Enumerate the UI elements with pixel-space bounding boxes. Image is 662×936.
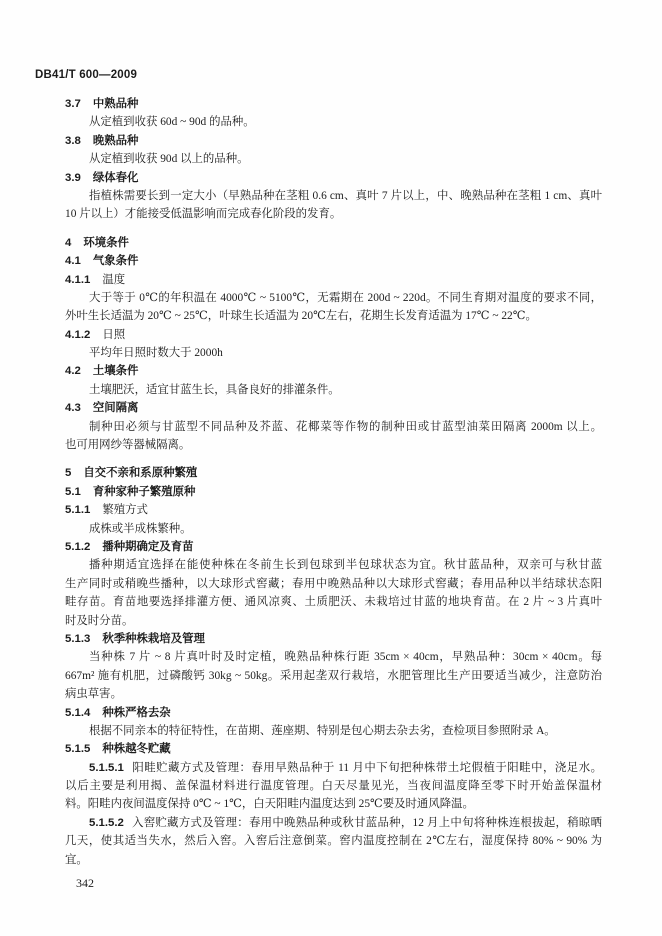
- clause-4-heading: [65, 234, 602, 252]
- clause-title: 自交不亲和系原种繁殖: [83, 467, 198, 480]
- text-line: 播种期适宜选择在能使种株在冬前生长到包球到半包球状态为宜。秋甘蓝品种，双亲可与秋甘蓝: [89, 559, 602, 572]
- text-run: 入窖贮藏方式及管理：春用中晚熟品种或秋甘蓝品种，12 月上中旬将种株连根拔起，稍晾晒: [131, 816, 602, 829]
- text-line: 料。阳畦内夜间温度保持 0℃ ~ 1℃，白天阳畦内温度达到 25℃要及时通风降温。: [65, 798, 474, 811]
- text-line: 几天，使其适当失水，然后入窖。入窖后注意倒菜。窖内温度控制在 2℃左右，湿度保持 80% ~ 90% 为: [65, 835, 602, 848]
- text-line: 时及时分苗。: [65, 614, 134, 627]
- clause-title: 中熟品种: [92, 98, 139, 110]
- clause-title: 气象条件: [92, 255, 139, 268]
- clause-title: 空间隔离: [92, 402, 139, 415]
- clause-5-1-3-heading: [65, 630, 602, 648]
- clause-number: 3.7: [65, 98, 81, 110]
- clause-4-1-1-text: [65, 289, 602, 326]
- document-body: [65, 95, 602, 869]
- clause-number: 3.9: [65, 171, 81, 184]
- standard-code-header: DB41/T 600—2009: [35, 69, 138, 81]
- clause-5-1-3-text: [65, 648, 602, 703]
- page-number: 342: [76, 876, 94, 890]
- clause-5-1-5-heading: [65, 740, 602, 758]
- clause-title: 温度: [102, 273, 126, 286]
- clause-3-7-heading: [65, 95, 602, 113]
- clause-3-8-text: [65, 150, 602, 168]
- text-line: 从定植到收获 90d 以上的品种。: [89, 153, 249, 166]
- clause-4-1-heading: [65, 252, 602, 270]
- clause-number: 5.1.1: [65, 504, 91, 517]
- clause-5-1-5-1-text: [65, 759, 602, 814]
- clause-number: 4.1.1: [65, 273, 91, 286]
- clause-number: 5.1.5.1: [89, 761, 124, 774]
- clause-number: 4.1.2: [65, 328, 91, 341]
- clause-number: 4.2: [65, 365, 81, 378]
- clause-4-2-text: [65, 381, 602, 399]
- text-line: 制种田必须与甘蓝型不同品种及芥蓝、花椰菜等作物的制种田或甘蓝型油菜田隔离 2000m 以上。: [89, 420, 602, 433]
- clause-5-1-4-text: [65, 722, 602, 740]
- clause-number: 5.1.4: [65, 706, 91, 719]
- clause-5-1-5-2-text: [65, 814, 602, 869]
- clause-title: 育种家种子繁殖原种: [92, 485, 196, 498]
- text-line: [65, 814, 602, 832]
- clause-5-1-4-heading: [65, 704, 602, 722]
- clause-number: 3.8: [65, 134, 81, 147]
- clause-4-1-2-heading: [65, 326, 602, 344]
- clause-4-1-2-text: [65, 344, 602, 362]
- clause-5-1-2-text: [65, 556, 602, 630]
- text-line: 土壤肥沃，适宜甘蓝生长，具备良好的排灌条件。: [89, 383, 340, 396]
- clause-3-8-heading: [65, 132, 602, 150]
- text-line: 病虫草害。: [65, 688, 122, 701]
- clause-number: 5.1: [65, 485, 81, 498]
- text-line: 大于等于 0℃的年积温在 4000℃ ~ 5100℃，无霜期在 200d ~ 220d。不同生育期对温度的要求不同，: [89, 291, 602, 304]
- clause-5-1-heading: [65, 483, 602, 501]
- clause-5-heading: [65, 464, 602, 482]
- clause-title: 繁殖方式: [102, 504, 148, 517]
- text-line: 10 片以上）才能接受低温影响而完成春化阶段的发育。: [65, 208, 342, 221]
- clause-4-3-heading: [65, 399, 602, 417]
- clause-3-7-text: [65, 113, 602, 131]
- text-line: 平均年日照时数大于 2000h: [89, 347, 223, 360]
- clause-number: 5.1.2: [65, 540, 91, 553]
- clause-3-9-text: [65, 187, 602, 224]
- clause-4-2-heading: [65, 362, 602, 380]
- text-line: [65, 759, 602, 777]
- clause-number: 4.3: [65, 402, 81, 415]
- clause-5-1-1-text: [65, 520, 602, 538]
- text-line: 当种株 7 片 ~ 8 片真叶时及时定植，晚熟品种株行距 35cm × 40cm，早熟品种：30cm × 40cm。每: [89, 651, 602, 664]
- text-line: 根据不同亲本的特征特性，在苗期、莲座期、特别是包心期去杂去劣，查检项目参照附录 A。: [89, 724, 556, 737]
- text-line: 畦存苗。育苗地要选择排灌方便、通风凉爽、土质肥沃、未栽培过甘蓝的地块育苗。在 2 片 ~ 3 片真叶: [65, 596, 602, 609]
- text-line: 也可用网纱等器械隔离。: [65, 439, 191, 452]
- clause-4-3-text: [65, 418, 602, 455]
- clause-title: 环境条件: [83, 236, 129, 249]
- clause-title: 土壤条件: [92, 365, 139, 378]
- clause-4-1-1-heading: [65, 271, 602, 289]
- clause-title: 播种期确定及育苗: [102, 540, 194, 553]
- clause-number: 5.1.3: [65, 632, 91, 645]
- text-line: 成株或半成株繁种。: [89, 522, 192, 535]
- clause-title: 晚熟品种: [92, 134, 139, 147]
- clause-3-9-heading: [65, 169, 602, 187]
- clause-number: 5.1.5: [65, 743, 91, 756]
- clause-title: 秋季种株栽培及管理: [102, 632, 205, 645]
- clause-number: 5: [65, 467, 72, 480]
- text-line: 从定植到收获 60d ~ 90d 的品种。: [89, 116, 255, 129]
- text-line: 指植株需要长到一定大小（早熟品种在茎粗 0.6 cm、真叶 7 片以上，中、晚熟品种在茎粗 1 cm、真叶: [89, 189, 602, 202]
- clause-number: 4.1: [65, 255, 81, 268]
- text-line: 以后主要是利用揭、盖保温材料进行温度管理。白天尽量见光，当夜间温度降至零下时开始盖保温材: [65, 780, 602, 793]
- text-line: 生产同时或稍晚些播种，以大球形式窖藏；春用中晚熟品种以大球形式窖藏；春用品种以半结球状态阳: [65, 577, 602, 590]
- clause-title: 日照: [102, 328, 126, 341]
- clause-title: 绿体春化: [92, 171, 139, 184]
- text-line: 667m² 施有机肥，过磷酸钙 30kg ~ 50kg。采用起垄双行栽培，水肥管理比生产田要适当减少，注意防治: [65, 669, 602, 682]
- clause-5-1-2-heading: [65, 538, 602, 556]
- clause-number: 4: [65, 236, 72, 249]
- text-run: 阳畦贮藏方式及管理：春用早熟品种于 11 月中下旬把种株带土坨假植于阳畦中，浇足水。: [131, 761, 602, 774]
- clause-title: 种株越冬贮藏: [102, 743, 171, 756]
- clause-title: 种株严格去杂: [102, 706, 171, 719]
- text-line: 外叶生长适温为 20℃ ~ 25℃，叶球生长适温为 20℃左右，花期生长发育适温为 17℃ ~ 22℃。: [65, 310, 537, 323]
- text-line: 宜。: [65, 853, 88, 866]
- clause-number: 5.1.5.2: [89, 816, 124, 829]
- clause-5-1-1-heading: [65, 501, 602, 519]
